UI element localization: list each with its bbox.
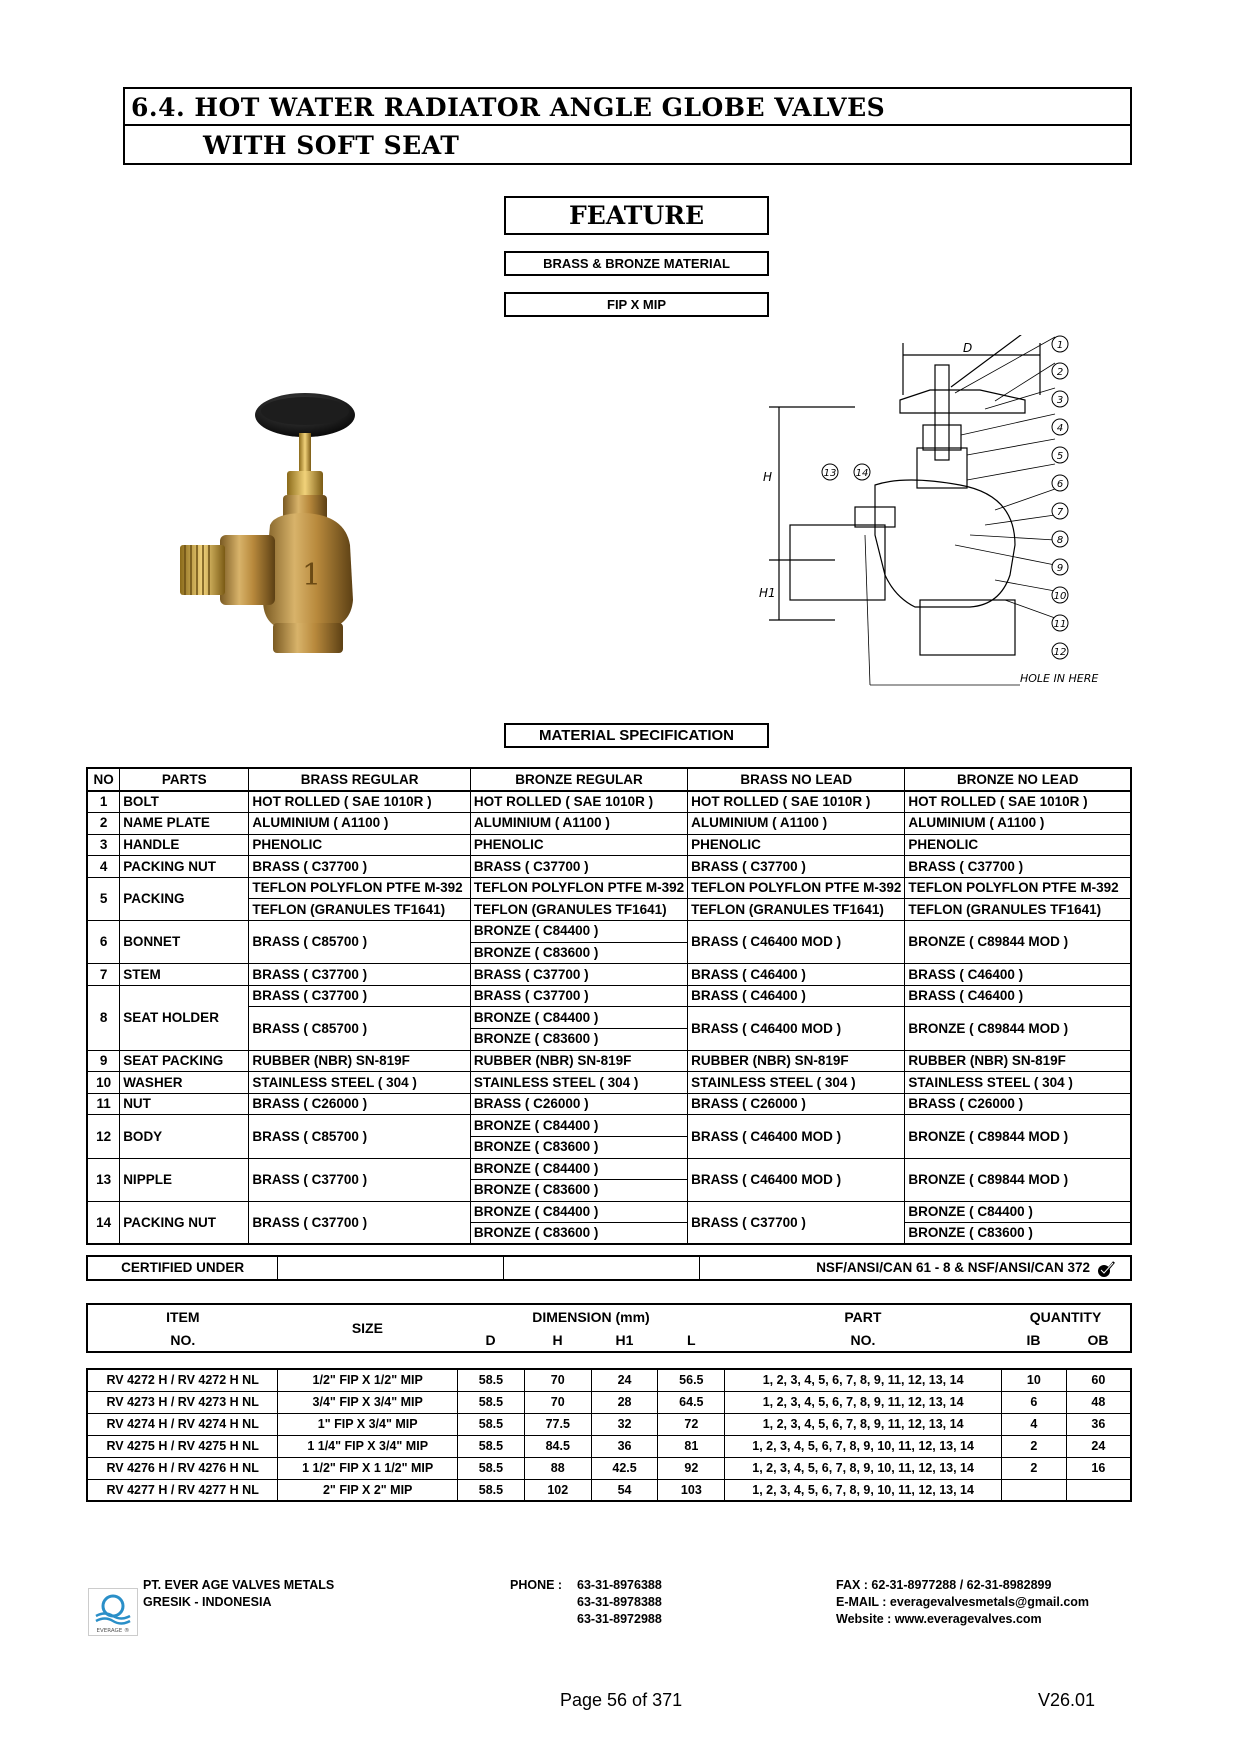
balloon-6: 6 <box>1056 479 1064 490</box>
header-ob: OB <box>1087 1331 1109 1348</box>
cell-ob: 60 <box>1066 1369 1131 1391</box>
cell-brass-nl: BRASS ( C46400 ) <box>688 985 905 1007</box>
phone-2: 63-31-8978388 <box>577 1595 662 1609</box>
cell-bronze-nl: BRONZE ( C84400 ) <box>905 1201 1131 1223</box>
cell-part: BODY <box>120 1115 249 1158</box>
cell-no: 13 <box>87 1158 120 1201</box>
cell-bronze-nl: BRONZE ( C89844 MOD ) <box>905 921 1131 964</box>
cell-no: 6 <box>87 921 120 964</box>
cell-bronze: PHENOLIC <box>470 834 687 856</box>
table-row <box>87 1391 1131 1413</box>
header-part-no: NO. <box>850 1331 876 1348</box>
balloon-5: 5 <box>1056 451 1064 462</box>
cell-no: 9 <box>87 1050 120 1072</box>
cell-size: 2" FIP X 2" MIP <box>278 1479 458 1501</box>
phone-label: PHONE : <box>510 1578 563 1592</box>
cell-brass: BRASS ( C26000 ) <box>249 1093 470 1115</box>
header-bronze-no-lead: BRONZE NO LEAD <box>905 768 1131 791</box>
cell-h1: 32 <box>591 1413 658 1435</box>
cell-brass: ALUMINIUM ( A1100 ) <box>249 813 470 835</box>
company-logo <box>88 1588 138 1636</box>
cell-ob: 16 <box>1066 1457 1131 1479</box>
cell-brass: PHENOLIC <box>249 834 470 856</box>
cell-bronze: HOT ROLLED ( SAE 1010R ) <box>470 791 687 813</box>
fax: FAX : 62-31-8977288 / 62-31-8982899 <box>836 1578 1052 1592</box>
balloon-8: 8 <box>1056 535 1064 546</box>
cell-bronze-nl: BRASS ( C26000 ) <box>905 1093 1131 1115</box>
cell-ib: 2 <box>1001 1457 1066 1479</box>
cell-d: 58.5 <box>458 1435 525 1457</box>
cell-brass: HOT ROLLED ( SAE 1010R ) <box>249 791 470 813</box>
cell-size: 1/2" FIP X 1/2" MIP <box>278 1369 458 1391</box>
cell-bronze: TEFLON (GRANULES TF1641) <box>470 899 687 921</box>
cell-size: 3/4" FIP X 3/4" MIP <box>278 1391 458 1413</box>
cell-bronze-nl: TEFLON (GRANULES TF1641) <box>905 899 1131 921</box>
cell-no: 12 <box>87 1115 120 1158</box>
cell-brass-nl: BRASS ( C46400 MOD ) <box>688 1007 905 1050</box>
cell-bronze-nl: BRONZE ( C89844 MOD ) <box>905 1158 1131 1201</box>
version: V26.01 <box>1038 1690 1096 1710</box>
cell-d: 58.5 <box>458 1413 525 1435</box>
feature-heading: FEATURE <box>504 196 769 235</box>
title-row-1 <box>125 89 1130 126</box>
cell-brass: BRASS ( C85700 ) <box>249 921 470 964</box>
cell-h1: 54 <box>591 1479 658 1501</box>
cell-h1: 28 <box>591 1391 658 1413</box>
website: Website : www.everagevalves.com <box>836 1612 1042 1626</box>
cell-bronze-nl: BRASS ( C37700 ) <box>905 856 1131 878</box>
table-row <box>87 1201 1131 1223</box>
dim-label-h: H <box>763 470 773 484</box>
certified-empty-1 <box>278 1256 503 1280</box>
cell-brass-nl: PHENOLIC <box>688 834 905 856</box>
cell-l: 56.5 <box>658 1369 725 1391</box>
cell-brass-nl: BRASS ( C26000 ) <box>688 1093 905 1115</box>
cell-h: 77.5 <box>524 1413 591 1435</box>
cell-part: PACKING NUT <box>120 856 249 878</box>
table-row <box>87 856 1131 878</box>
cell-d: 58.5 <box>458 1457 525 1479</box>
cell-l: 103 <box>658 1479 725 1501</box>
cell-part: NAME PLATE <box>120 813 249 835</box>
header-parts: PARTS <box>120 768 249 791</box>
balloon-1: 1 <box>1056 340 1064 351</box>
table-row <box>87 1072 1131 1094</box>
header-part: PART <box>844 1308 882 1325</box>
cell-brass: STAINLESS STEEL ( 304 ) <box>249 1072 470 1094</box>
cell-no: 5 <box>87 877 120 920</box>
header-ib: IB <box>1026 1331 1041 1348</box>
cell-brass-nl: BRASS ( C46400 MOD ) <box>688 1158 905 1201</box>
table-row <box>87 1413 1131 1435</box>
cell-brass: BRASS ( C37700 ) <box>249 985 470 1007</box>
cell-bronze: BRONZE ( C84400 ) <box>470 1201 687 1223</box>
table-row <box>87 921 1131 943</box>
cell-bronze: BRONZE ( C84400 ) <box>470 1158 687 1180</box>
cell-brass: BRASS ( C37700 ) <box>249 856 470 878</box>
balloon-11: 11 <box>1053 619 1067 630</box>
valve-photo <box>175 385 415 670</box>
cell-part: 1, 2, 3, 4, 5, 6, 7, 8, 9, 10, 11, 12, 13, 14 <box>725 1479 1002 1501</box>
cell-h: 70 <box>524 1391 591 1413</box>
cell-bronze: BRONZE ( C84400 ) <box>470 1115 687 1137</box>
cell-bronze: BRASS ( C26000 ) <box>470 1093 687 1115</box>
page-number: Page 56 of 371 <box>560 1690 683 1710</box>
cell-size: 1" FIP X 3/4" MIP <box>278 1413 458 1435</box>
valve-section-drawing <box>755 335 1130 695</box>
cell-part: 1, 2, 3, 4, 5, 6, 7, 8, 9, 10, 11, 12, 13, 14 <box>725 1435 1002 1457</box>
cell-item: RV 4277 H / RV 4277 H NL <box>87 1479 278 1501</box>
header-quantity: QUANTITY <box>1029 1308 1102 1325</box>
cell-no: 1 <box>87 791 120 813</box>
cell-no: 14 <box>87 1201 120 1244</box>
cell-item: RV 4275 H / RV 4275 H NL <box>87 1435 278 1457</box>
cell-brass-nl: ALUMINIUM ( A1100 ) <box>688 813 905 835</box>
cell-brass-nl: BRASS ( C46400 MOD ) <box>688 921 905 964</box>
cell-bronze-nl: BRONZE ( C89844 MOD ) <box>905 1115 1131 1158</box>
cell-l: 81 <box>658 1435 725 1457</box>
table-row <box>87 791 1131 813</box>
cell-d: 58.5 <box>458 1391 525 1413</box>
cell-bronze-nl: STAINLESS STEEL ( 304 ) <box>905 1072 1131 1094</box>
cell-item: RV 4272 H / RV 4272 H NL <box>87 1369 278 1391</box>
header-no: NO <box>87 768 120 791</box>
nsf-check-icon <box>1096 1260 1116 1278</box>
cell-part: SEAT PACKING <box>120 1050 249 1072</box>
table-row <box>87 1158 1131 1180</box>
cell-h1: 36 <box>591 1435 658 1457</box>
cell-item: RV 4273 H / RV 4273 H NL <box>87 1391 278 1413</box>
phone-3: 63-31-8972988 <box>577 1612 662 1626</box>
cell-bronze: STAINLESS STEEL ( 304 ) <box>470 1072 687 1094</box>
balloon-12: 12 <box>1053 647 1067 658</box>
cell-item: RV 4274 H / RV 4274 H NL <box>87 1413 278 1435</box>
cell-h: 102 <box>524 1479 591 1501</box>
cell-l: 72 <box>658 1413 725 1435</box>
cell-bronze: BRONZE ( C83600 ) <box>470 1180 687 1202</box>
cell-bronze-nl: HOT ROLLED ( SAE 1010R ) <box>905 791 1131 813</box>
svg-text:1: 1 <box>302 558 322 593</box>
table-row <box>87 834 1131 856</box>
table-row <box>87 1435 1131 1457</box>
cell-bronze: TEFLON POLYFLON PTFE M-392 <box>470 877 687 899</box>
balloon-9: 9 <box>1056 563 1064 574</box>
table-row <box>87 877 1131 899</box>
cell-h1: 24 <box>591 1369 658 1391</box>
dim-label-d: D <box>963 341 973 355</box>
title-box <box>123 87 1132 165</box>
cell-part: 1, 2, 3, 4, 5, 6, 7, 8, 9, 11, 12, 13, 14 <box>725 1413 1002 1435</box>
header-dimension: DIMENSION (mm) <box>532 1308 650 1325</box>
balloon-7: 7 <box>1056 507 1064 518</box>
table-row <box>87 985 1131 1007</box>
balloon-3: 3 <box>1056 395 1064 406</box>
cell-part: STEM <box>120 964 249 986</box>
cell-brass-nl: HOT ROLLED ( SAE 1010R ) <box>688 791 905 813</box>
cell-brass-nl: STAINLESS STEEL ( 304 ) <box>688 1072 905 1094</box>
cell-part: 1, 2, 3, 4, 5, 6, 7, 8, 9, 10, 11, 12, 13, 14 <box>725 1457 1002 1479</box>
header-bronze-regular: BRONZE REGULAR <box>470 768 687 791</box>
table-row <box>87 813 1131 835</box>
cell-bronze: BRONZE ( C84400 ) <box>470 921 687 943</box>
cell-size: 1 1/4" FIP X 3/4" MIP <box>278 1435 458 1457</box>
cell-item: RV 4276 H / RV 4276 H NL <box>87 1457 278 1479</box>
certified-standard <box>699 1256 1131 1280</box>
cell-brass-nl: BRASS ( C37700 ) <box>688 1201 905 1244</box>
header-item-no: NO. <box>170 1331 196 1348</box>
cell-bronze-nl: BRASS ( C46400 ) <box>905 964 1131 986</box>
cell-h1: 42.5 <box>591 1457 658 1479</box>
cell-h: 70 <box>524 1369 591 1391</box>
cell-bronze-nl: BRASS ( C46400 ) <box>905 985 1131 1007</box>
cell-bronze-nl: RUBBER (NBR) SN-819F <box>905 1050 1131 1072</box>
cell-d: 58.5 <box>458 1369 525 1391</box>
balloon-14: 14 <box>855 468 869 479</box>
cell-part: BONNET <box>120 921 249 964</box>
cell-bronze-nl: BRONZE ( C89844 MOD ) <box>905 1007 1131 1050</box>
balloon-13: 13 <box>823 468 837 479</box>
logo-text: EVERAGE ® <box>96 1628 130 1634</box>
cell-bronze: RUBBER (NBR) SN-819F <box>470 1050 687 1072</box>
cell-ob: 48 <box>1066 1391 1131 1413</box>
cell-bronze: BRASS ( C37700 ) <box>470 856 687 878</box>
cell-bronze: BRONZE ( C83600 ) <box>470 1223 687 1245</box>
cell-no: 2 <box>87 813 120 835</box>
phone-1: 63-31-8976388 <box>577 1578 662 1592</box>
cell-no: 7 <box>87 964 120 986</box>
cell-brass: BRASS ( C37700 ) <box>249 964 470 986</box>
table-row <box>87 1457 1131 1479</box>
feature-item-connection: FIP X MIP <box>504 292 769 317</box>
hole-label: HOLE IN HERE <box>1020 672 1099 685</box>
header-item: ITEM <box>166 1308 200 1325</box>
material-spec-table <box>86 767 1132 1245</box>
cell-bronze: BRONZE ( C84400 ) <box>470 1007 687 1029</box>
company-name: PT. EVER AGE VALVES METALS <box>143 1578 335 1592</box>
cell-no: 3 <box>87 834 120 856</box>
feature-item-material: BRASS & BRONZE MATERIAL <box>504 251 769 276</box>
certification-table <box>86 1255 1132 1281</box>
material-spec-heading: MATERIAL SPECIFICATION <box>504 723 769 748</box>
company-location: GRESIK - INDONESIA <box>143 1595 272 1609</box>
cell-brass: TEFLON POLYFLON PTFE M-392 <box>249 877 470 899</box>
table-row <box>87 1115 1131 1137</box>
cell-bronze: BRONZE ( C83600 ) <box>470 1137 687 1159</box>
cell-part: PACKING NUT <box>120 1201 249 1244</box>
cell-no: 11 <box>87 1093 120 1115</box>
cell-brass-nl: BRASS ( C46400 ) <box>688 964 905 986</box>
certified-label: CERTIFIED UNDER <box>87 1256 278 1280</box>
cell-bronze-nl: TEFLON POLYFLON PTFE M-392 <box>905 877 1131 899</box>
certified-value: NSF/ANSI/CAN 61 - 8 & NSF/ANSI/CAN 372 <box>816 1260 1090 1275</box>
cell-part: WASHER <box>120 1072 249 1094</box>
page-subtitle: WITH SOFT SEAT <box>203 131 460 160</box>
cell-bronze: BRONZE ( C83600 ) <box>470 942 687 964</box>
cell-brass: BRASS ( C85700 ) <box>249 1007 470 1050</box>
balloon-10: 10 <box>1053 591 1067 602</box>
header-h: H <box>552 1331 563 1348</box>
header-l: L <box>687 1331 696 1348</box>
table-row <box>87 1369 1131 1391</box>
cell-ib <box>1001 1479 1066 1501</box>
cell-l: 92 <box>658 1457 725 1479</box>
cell-ob: 24 <box>1066 1435 1131 1457</box>
cell-h: 88 <box>524 1457 591 1479</box>
balloon-4: 4 <box>1056 423 1064 434</box>
cell-bronze: BRONZE ( C83600 ) <box>470 1029 687 1051</box>
cell-no: 10 <box>87 1072 120 1094</box>
cell-no: 4 <box>87 856 120 878</box>
cell-part: NIPPLE <box>120 1158 249 1201</box>
cell-brass: RUBBER (NBR) SN-819F <box>249 1050 470 1072</box>
cell-part: PACKING <box>120 877 249 920</box>
header-brass-no-lead: BRASS NO LEAD <box>688 768 905 791</box>
cell-bronze-nl: BRONZE ( C83600 ) <box>905 1223 1131 1245</box>
cell-bronze: ALUMINIUM ( A1100 ) <box>470 813 687 835</box>
table-row <box>87 964 1131 986</box>
page-title: 6.4. HOT WATER RADIATOR ANGLE GLOBE VALVES <box>131 93 886 122</box>
cell-ib: 2 <box>1001 1435 1066 1457</box>
cell-bronze-nl: PHENOLIC <box>905 834 1131 856</box>
header-brass-regular: BRASS REGULAR <box>249 768 470 791</box>
cell-brass: TEFLON (GRANULES TF1641) <box>249 899 470 921</box>
cell-brass-nl: RUBBER (NBR) SN-819F <box>688 1050 905 1072</box>
cell-l: 64.5 <box>658 1391 725 1413</box>
cell-part: BOLT <box>120 791 249 813</box>
cell-brass-nl: TEFLON (GRANULES TF1641) <box>688 899 905 921</box>
cell-brass-nl: TEFLON POLYFLON PTFE M-392 <box>688 877 905 899</box>
cell-size: 1 1/2" FIP X 1 1/2" MIP <box>278 1457 458 1479</box>
certified-empty-2 <box>503 1256 699 1280</box>
table-row <box>87 1050 1131 1072</box>
cell-ob <box>1066 1479 1131 1501</box>
cell-ib: 4 <box>1001 1413 1066 1435</box>
dimension-table <box>86 1368 1132 1502</box>
header-d: D <box>485 1331 496 1348</box>
header-h1: H1 <box>615 1331 634 1348</box>
cell-part: NUT <box>120 1093 249 1115</box>
cell-d: 58.5 <box>458 1479 525 1501</box>
cell-bronze: BRASS ( C37700 ) <box>470 964 687 986</box>
cell-bronze-nl: ALUMINIUM ( A1100 ) <box>905 813 1131 835</box>
cell-ib: 6 <box>1001 1391 1066 1413</box>
cell-brass: BRASS ( C37700 ) <box>249 1158 470 1201</box>
table-row <box>87 1479 1131 1501</box>
table-header-row <box>87 768 1131 791</box>
dimension-header-table <box>86 1303 1132 1353</box>
cell-part: 1, 2, 3, 4, 5, 6, 7, 8, 9, 11, 12, 13, 14 <box>725 1369 1002 1391</box>
email: E-MAIL : everagevalvesmetals@gmail.com <box>836 1595 1090 1609</box>
dim-label-h1: H1 <box>759 586 776 600</box>
cell-ob: 36 <box>1066 1413 1131 1435</box>
cell-brass-nl: BRASS ( C46400 MOD ) <box>688 1115 905 1158</box>
cell-ib: 10 <box>1001 1369 1066 1391</box>
cell-brass: BRASS ( C37700 ) <box>249 1201 470 1244</box>
cell-brass: BRASS ( C85700 ) <box>249 1115 470 1158</box>
cell-bronze: BRASS ( C37700 ) <box>470 985 687 1007</box>
cell-part: 1, 2, 3, 4, 5, 6, 7, 8, 9, 11, 12, 13, 14 <box>725 1391 1002 1413</box>
balloon-2: 2 <box>1056 367 1064 378</box>
cell-part: HANDLE <box>120 834 249 856</box>
table-row <box>87 1093 1131 1115</box>
cell-h: 84.5 <box>524 1435 591 1457</box>
cell-brass-nl: BRASS ( C37700 ) <box>688 856 905 878</box>
header-size: SIZE <box>351 1320 383 1336</box>
cell-no: 8 <box>87 985 120 1050</box>
cell-part: SEAT HOLDER <box>120 985 249 1050</box>
